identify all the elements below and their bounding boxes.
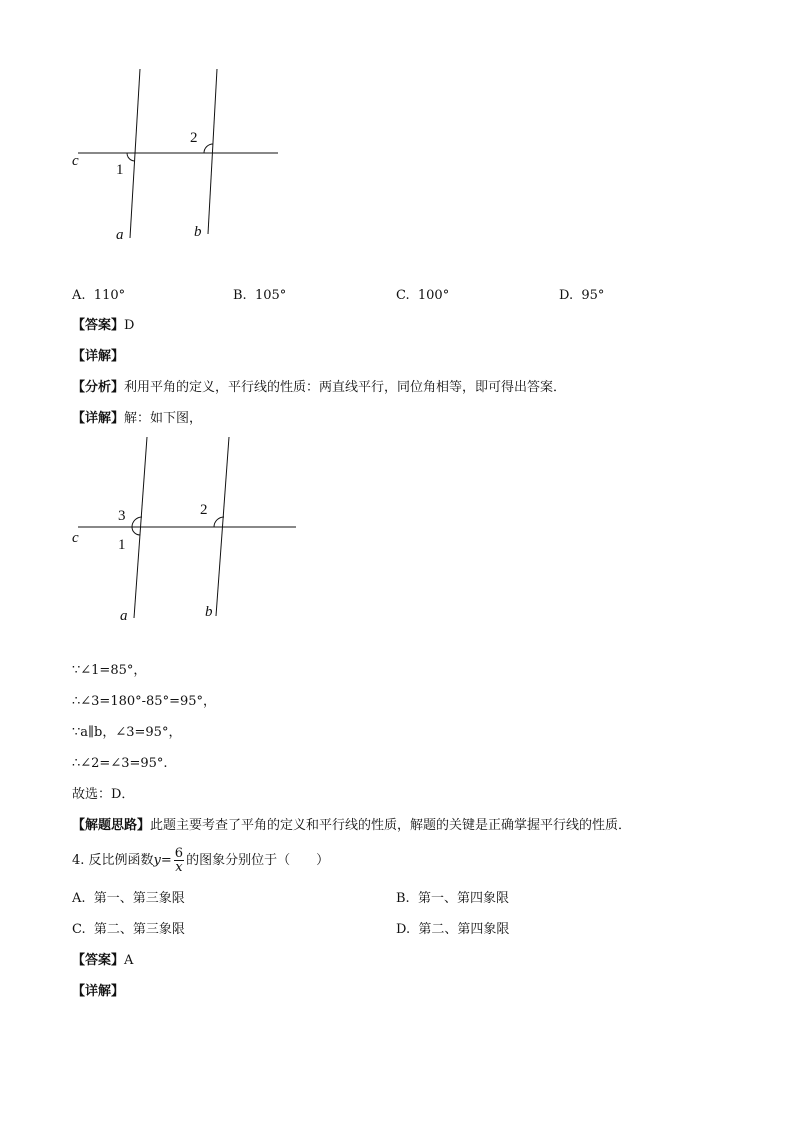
- option-letter: A.: [72, 891, 86, 906]
- detail-text: 解：如下图，: [124, 411, 203, 426]
- line-b: [208, 69, 217, 234]
- q4-prefix: 4. 反比例函数: [72, 853, 154, 868]
- q3-step-4: ∴∠2=∠3=95°.: [72, 756, 168, 771]
- option-letter: D.: [559, 288, 574, 303]
- q4-option-d[interactable]: [396, 922, 509, 938]
- q4-answer: [72, 953, 133, 969]
- option-text: 110°: [93, 288, 126, 303]
- angle-1-arc: [132, 527, 140, 535]
- q3-answer: [72, 318, 134, 334]
- option-letter: A.: [72, 288, 86, 303]
- q3-option-d[interactable]: [559, 288, 604, 304]
- answer-tag: 【答案】: [72, 318, 125, 333]
- answer-value: A: [124, 953, 134, 968]
- q3-step-2: ∴∠3=180°-85°=95°，: [72, 694, 217, 709]
- q3-step-3: ∵a∥b，∠3=95°，: [72, 725, 182, 740]
- figure-parallel-lines-2: [68, 432, 308, 626]
- q3-analysis: [72, 380, 566, 396]
- option-letter: C.: [72, 922, 86, 937]
- option-letter: B.: [396, 891, 410, 906]
- q4-detail-heading: 【详解】: [72, 984, 125, 999]
- label-b: b: [205, 604, 213, 620]
- option-letter: D.: [396, 922, 411, 937]
- analysis-text: 利用平角的定义，平行线的性质：两直线平行，同位角相等，即可得出答案．: [124, 380, 567, 395]
- figure-parallel-lines-1: [68, 64, 288, 244]
- answer-tag: 【答案】: [72, 953, 125, 968]
- option-letter: C.: [396, 288, 410, 303]
- option-text: 95°: [581, 288, 605, 303]
- q3-step-1: ∵∠1=85°，: [72, 663, 147, 678]
- q4-numerator: 6: [174, 846, 184, 861]
- q4-option-b[interactable]: [396, 891, 509, 907]
- q4-option-a[interactable]: [72, 891, 185, 907]
- q3-choice: 故选：D．: [72, 787, 135, 802]
- detail-tag: 【详解】: [72, 411, 125, 426]
- label-angle-3: 3: [118, 508, 126, 524]
- q3-option-c[interactable]: [396, 288, 449, 304]
- thought-tag: 【解题思路】: [72, 818, 151, 833]
- angle-2-arc: [204, 144, 213, 153]
- analysis-tag: 【分析】: [72, 380, 125, 395]
- label-c: c: [72, 530, 79, 546]
- option-letter: B.: [233, 288, 247, 303]
- label-c: c: [72, 153, 79, 169]
- label-angle-2: 2: [200, 502, 208, 518]
- option-text: 105°: [254, 288, 287, 303]
- label-b: b: [194, 224, 202, 240]
- q3-detail-heading: 【详解】: [72, 349, 125, 364]
- option-text: 100°: [417, 288, 450, 303]
- q4-lhs: y=: [153, 853, 172, 868]
- option-text: 第一、第三象限: [93, 891, 185, 906]
- q4-suffix: 的图象分别位于（ ）: [186, 853, 330, 868]
- q3-detail-line: [72, 411, 202, 427]
- answer-value: D: [124, 318, 135, 333]
- option-text: 第一、第四象限: [417, 891, 509, 906]
- angle-1-arc: [127, 153, 135, 161]
- option-text: 第二、第三象限: [93, 922, 185, 937]
- q3-option-b[interactable]: [233, 288, 286, 304]
- q3-thought: [72, 818, 631, 834]
- q4-stem: [72, 845, 329, 877]
- q4-fraction: [174, 847, 184, 874]
- q4-denominator: x: [175, 860, 183, 875]
- option-text: 第二、第四象限: [418, 922, 510, 937]
- label-angle-1: 1: [116, 162, 124, 178]
- label-angle-2: 2: [190, 130, 198, 146]
- label-a: a: [120, 608, 128, 624]
- label-angle-1: 1: [118, 537, 126, 553]
- q4-option-c[interactable]: [72, 922, 185, 938]
- q3-option-a[interactable]: [72, 288, 125, 304]
- thought-text: 此题主要考查了平角的定义和平行线的性质，解题的关键是正确掌握平行线的性质．: [150, 818, 632, 833]
- label-a: a: [116, 227, 124, 243]
